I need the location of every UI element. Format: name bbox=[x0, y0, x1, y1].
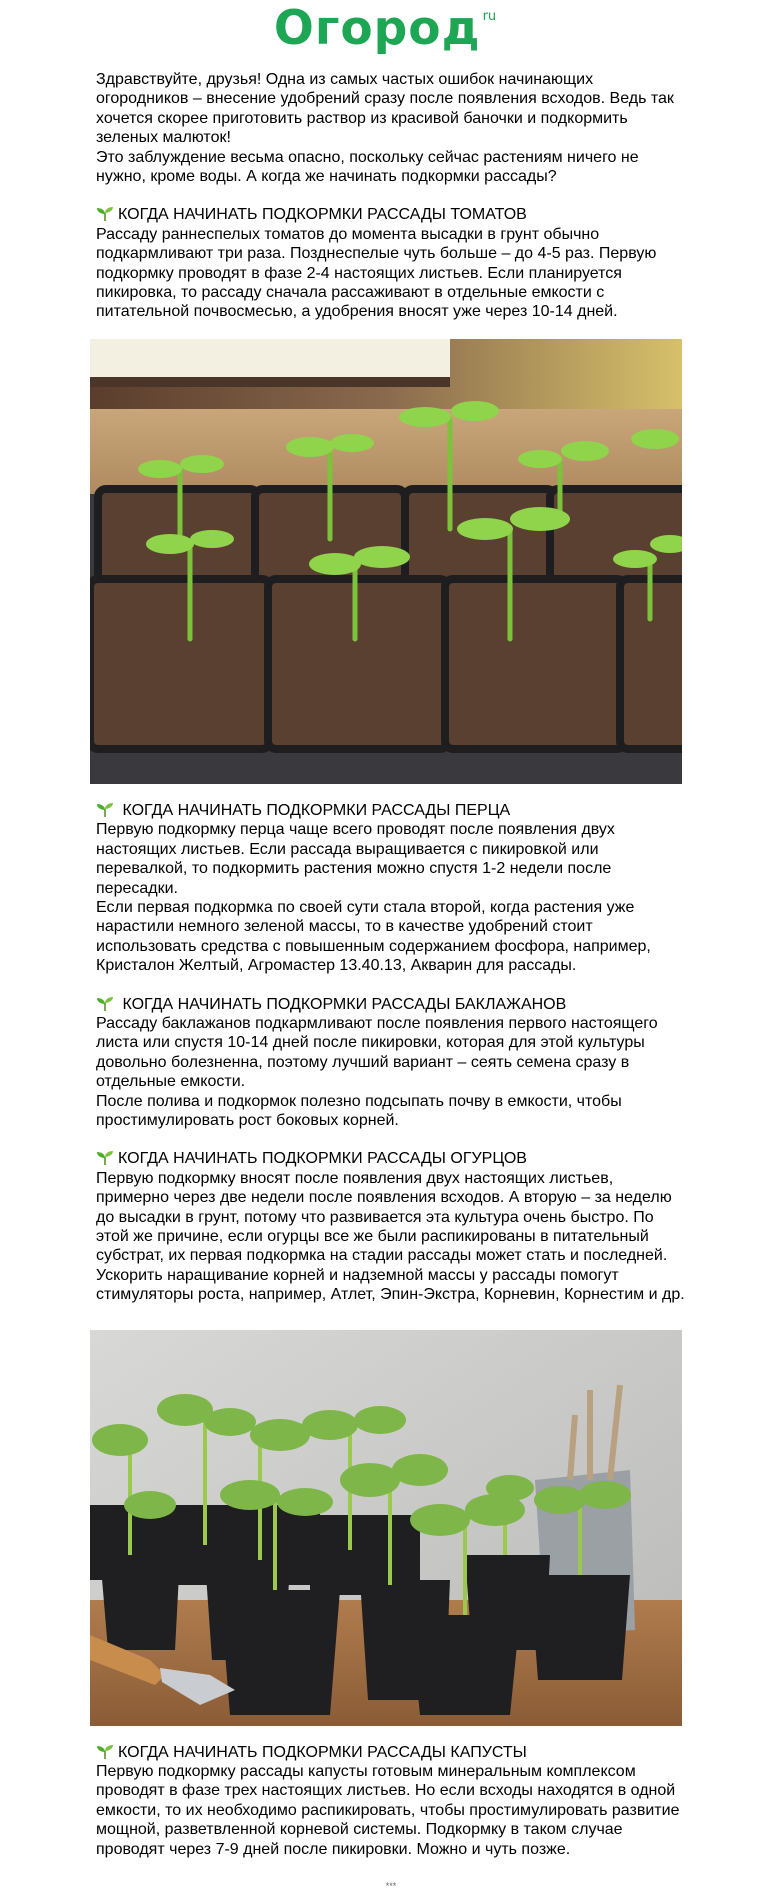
tomato-seedlings-photo bbox=[90, 339, 682, 784]
section-title-cucumber: КОГДА НАЧИНАТЬ ПОДКОРМКИ РАССАДЫ ОГУРЦОВ bbox=[96, 1149, 686, 1168]
section-paragraph: Первую подкормку рассады капусты готовым минеральным комплексом проводят в фазе трех настоящих листьев. Но если всходы находятся в одной емкости, то их необходимо распикировать, чтобы простимулировать развитие мощной, разветвленной корневой системы. Подкормку в таком случае проводят через 7-9 дней после пикировки. Можно и чуть позже. bbox=[96, 1763, 680, 1858]
section-paragraph: Если первая подкормка по своей сути стала второй, когда растения уже нарастили немного зеленой массы, то в качестве удобрений стоит использовать средства с повышенным содержанием фосфора, например, Кристалон Желтый, Агромастер 13.40.13, Акварин для рассады. bbox=[96, 898, 651, 975]
sprout-icon bbox=[96, 1150, 114, 1165]
section-title-pepper: КОГДА НАЧИНАТЬ ПОДКОРМКИ РАССАДЫ ПЕРЦА bbox=[96, 801, 686, 820]
article-body bbox=[96, 70, 686, 1896]
intro-paragraph: Это заблуждение весьма опасно, поскольку сейчас растениям ничего не нужно, кроме воды. А когда же начинать подкормки рассады? bbox=[96, 148, 639, 186]
sprout-icon bbox=[96, 996, 114, 1011]
footer-separator: *** bbox=[385, 1881, 397, 1892]
sprout-icon bbox=[96, 206, 114, 221]
intro-paragraph: Здравствуйте, друзья! Одна из самых частых ошибок начинающих огородников – внесение удобрений сразу после появления всходов. Ведь так хочется скорее приготовить раствор из красивой баночки и подкормить зеленых малюток! bbox=[96, 71, 674, 147]
section-title-tomato: КОГДА НАЧИНАТЬ ПОДКОРМКИ РАССАДЫ ТОМАТОВ bbox=[96, 205, 686, 224]
section-title-cabbage: КОГДА НАЧИНАТЬ ПОДКОРМКИ РАССАДЫ КАПУСТЫ bbox=[96, 1743, 686, 1762]
site-logo[interactable] bbox=[273, 1, 497, 60]
section-paragraph: После полива и подкормок полезно подсыпать почву в емкости, чтобы простимулировать рост боковых корней. bbox=[96, 1092, 622, 1129]
section-paragraph: Рассаду раннеспелых томатов до момента высадки в грунт обычно подкармливают три раза. Позднеспелые чуть больше – до 4-5 раз. Первую подкормку проводят в фазе 2-4 настоящих листьев. Если планируется пикировка, то рассаду сначала рассаживают в отдельные емкости с питательной почвосмесью, а удобрения вносят уже через 10-14 дней. bbox=[96, 225, 657, 321]
sprout-icon bbox=[96, 802, 114, 817]
logo-domain: ru bbox=[482, 9, 497, 24]
sprout-icon bbox=[96, 1744, 114, 1759]
section-paragraph: Первую подкормку вносят после появления двух настоящих листьев, примерно через две недели после появления всходов. А вторую – за неделю до высадки в грунт, потому что развивается эта культура очень быстро. По этой же причине, если огурцы все же были распикированы в питательный субстрат, их первая подкормка на стадии рассады может стать и последней. Ускорить наращивание корней и надземной массы у рассады помогут стимуляторы роста, например, Атлет, Эпин-Экстра, Корневин, Корнестим и др. bbox=[96, 1169, 685, 1304]
cucumber-seedlings-photo bbox=[90, 1330, 682, 1726]
section-paragraph: Первую подкормку перца чаще всего проводят после появления двух настоящих листьев. Если рассада выращивается с пикировкой или перевалкой, то подкормить растения можно спустя 1-2 недели после пересадки. bbox=[96, 821, 615, 897]
section-paragraph: Рассаду баклажанов подкармливают после появления первого настоящего листа или спустя 10-14 дней после пикировки, которая для этой культуры довольно болезненна, поэтому лучший вариант – сеять семена сразу в отдельные емкости. bbox=[96, 1014, 658, 1091]
logo-text: Огород bbox=[273, 1, 481, 56]
section-title-eggplant: КОГДА НАЧИНАТЬ ПОДКОРМКИ РАССАДЫ БАКЛАЖАНОВ bbox=[96, 995, 686, 1014]
